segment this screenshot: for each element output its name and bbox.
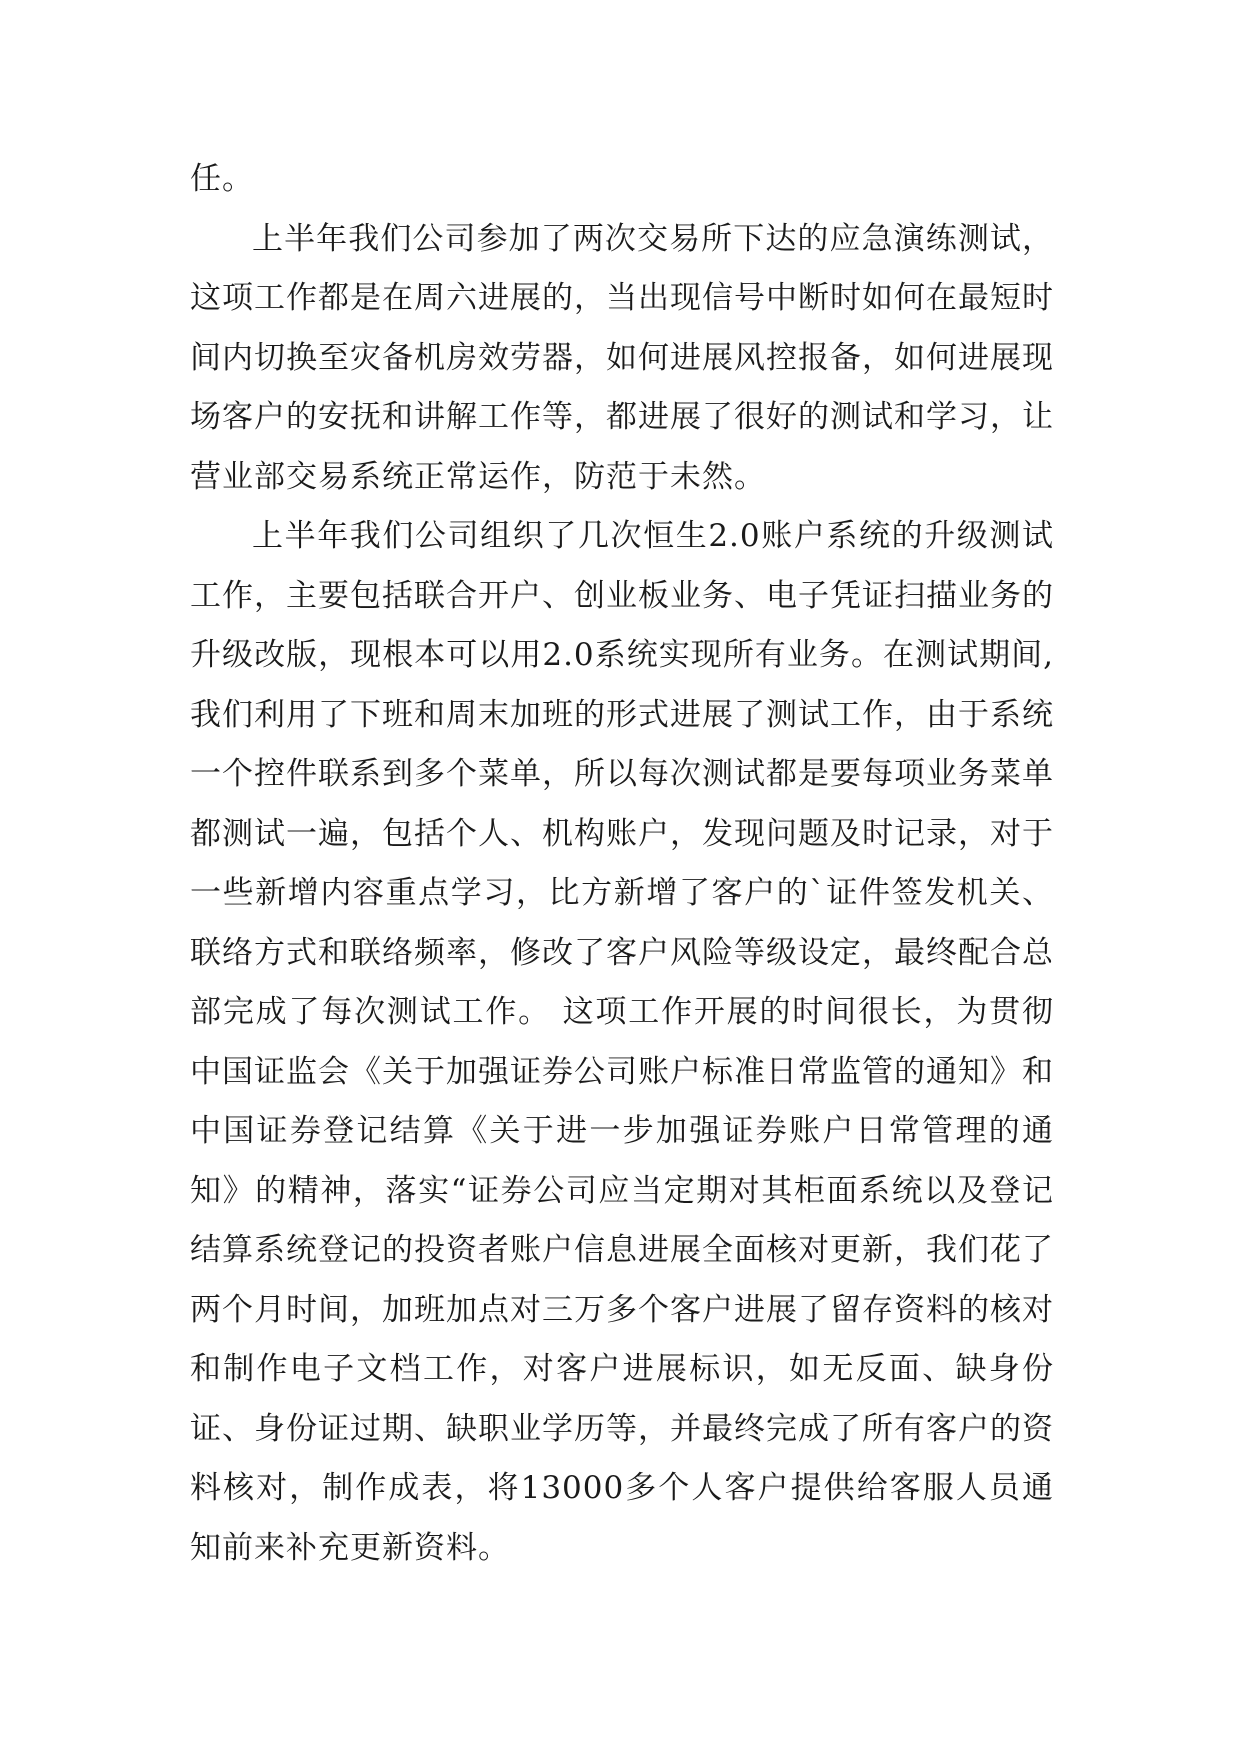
paragraph-continuation: 任。 — [190, 161, 254, 197]
document-body — [190, 150, 1054, 1578]
paragraph-system-upgrade: 上半年我们公司组织了几次恒生2.0账户系统的升级测试工作，主要包括联合开户、创业板业务、电子凭证扫描业务的升级改版，现根本可以用2.0系统实现所有业务。在测试期间,我们利用了下班和周末加班的形式进展了测试工作，由于系统一个控件联系到多个菜单，所以每次测试都是要每项业务菜单都测试一遍，包括个人、机构账户，发现问题及时记录，对于一些新增内容重点学习，比方新增了客户的`证件签发机关、联络方式和联络频率，修改了客户风险等级设定，最终配合总部完成了每次测试工作。 这项工作开展的时间很长，为贯彻中国证监会《关于加强证券公司账户标准日常监管的通知》和中国证券登记结算《关于进一步加强证券账户日常管理的通知》的精神，落实“证券公司应当定期对其柜面系统以及登记结算系统登记的投资者账户信息进展全面核对更新，我们花了两个月时间，加班加点对三万多个客户进展了留存资料的核对和制作电子文档工作，对客户进展标识，如无反面、缺身份证、身份证过期、缺职业学历等，并最终完成了所有客户的资料核对，制作成表，将13000多个人客户提供给客服人员通知前来补充更新资料。 — [190, 518, 1054, 1566]
paragraph-emergency-drill: 上半年我们公司参加了两次交易所下达的应急演练测试，这项工作都是在周六进展的，当出现信号中断时如何在最短时间内切换至灾备机房效劳器，如何进展风控报备，如何进展现场客户的安抚和讲解工作等，都进展了很好的测试和学习，让营业部交易系统正常运作，防范于未然。 — [190, 220, 1054, 495]
